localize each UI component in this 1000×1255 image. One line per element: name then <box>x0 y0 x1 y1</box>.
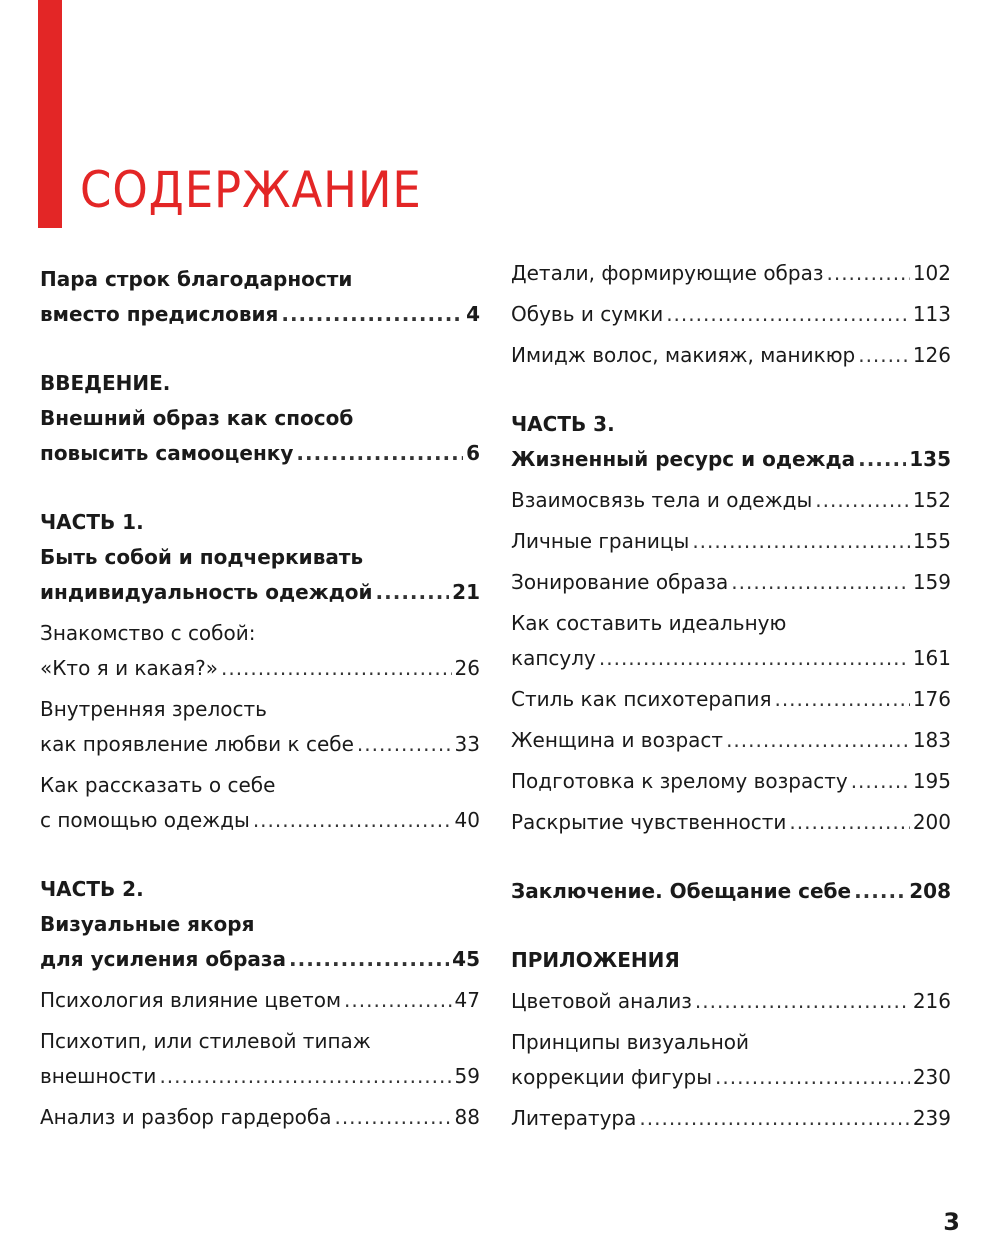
page-ref: 135 <box>909 447 951 471</box>
dot-leader <box>666 297 910 332</box>
toc-entry[interactable]: Анализ и разбор гардероба ..... 88 <box>40 1100 480 1135</box>
toc-entry-introduction[interactable]: ВВЕДЕНИЕ. Внешний образ как способ повысить самооценку ..... 6 <box>40 366 480 471</box>
section-heading: ПРИЛОЖЕНИЯ <box>511 948 680 972</box>
toc-entry-part-3[interactable]: ЧАСТЬ 3. Жизненный ресурс и одежда ..... 135 <box>511 407 951 477</box>
page-ref: 126 <box>912 343 951 367</box>
page-ref: 45 <box>452 947 480 971</box>
page-ref: 216 <box>912 989 951 1013</box>
page-ref: 47 <box>454 988 480 1012</box>
toc-entry[interactable]: Психотип, или стилевой типаж внешности ..... 59 <box>40 1024 480 1094</box>
toc-section-appendices <box>511 943 951 978</box>
page-ref: 208 <box>909 879 951 903</box>
page-ref: 26 <box>454 656 480 680</box>
dot-leader <box>774 682 909 717</box>
dot-leader <box>851 764 910 799</box>
dot-leader <box>726 723 910 758</box>
dot-leader <box>731 565 910 600</box>
dot-leader <box>296 436 463 471</box>
page-ref: 152 <box>912 488 951 512</box>
toc-entry[interactable]: Взаимосвязь тела и одежды ..... 152 <box>511 483 951 518</box>
toc-entry-part-2[interactable]: ЧАСТЬ 2. Визуальные якоря для усиления образа ..... 45 <box>40 872 480 977</box>
toc-entry[interactable]: Принципы визуальной коррекции фигуры ..... 230 <box>511 1025 951 1095</box>
section-heading: ЧАСТЬ 2. <box>40 877 144 901</box>
page-title: СОДЕРЖАНИЕ <box>80 161 422 219</box>
toc-entry[interactable]: Стиль как психотерапия ..... 176 <box>511 682 951 717</box>
dot-leader <box>826 256 909 291</box>
page-ref: 176 <box>912 687 951 711</box>
page-ref: 239 <box>912 1106 951 1130</box>
toc-entry[interactable]: Психология влияние цветом ..... 47 <box>40 983 480 1018</box>
page-ref: 4 <box>466 302 480 326</box>
toc-entry[interactable]: Цветовой анализ ..... 216 <box>511 984 951 1019</box>
toc-entry[interactable]: Знакомство с собой: «Кто я и какая?» ..... 26 <box>40 616 480 686</box>
page-number: 3 <box>943 1208 960 1236</box>
page-ref: 159 <box>912 570 951 594</box>
page-ref: 183 <box>912 728 951 752</box>
dot-leader <box>253 803 452 838</box>
page-ref: 230 <box>912 1065 951 1089</box>
dot-leader <box>357 727 452 762</box>
dot-leader <box>854 874 906 909</box>
toc-entry[interactable]: Зонирование образа ..... 159 <box>511 565 951 600</box>
page-ref: 40 <box>454 808 480 832</box>
toc-entry[interactable]: Женщина и возраст ..... 183 <box>511 723 951 758</box>
toc-entry[interactable]: Обувь и сумки ..... 113 <box>511 297 951 332</box>
section-heading: ЧАСТЬ 1. <box>40 510 144 534</box>
page-ref: 59 <box>454 1064 480 1088</box>
toc-entry[interactable]: Подготовка к зрелому возрасту ..... 195 <box>511 764 951 799</box>
page-ref: 195 <box>912 769 951 793</box>
toc-entry[interactable]: Как составить идеальную капсулу ..... 161 <box>511 606 951 676</box>
page-ref: 155 <box>912 529 951 553</box>
toc-entry[interactable]: Детали, формирующие образ ..... 102 <box>511 256 951 291</box>
toc-right-column <box>511 256 951 1142</box>
page-ref: 102 <box>912 261 951 285</box>
toc-entry-part-1[interactable]: ЧАСТЬ 1. Быть собой и подчеркивать индивидуальность одеждой ..... 21 <box>40 505 480 610</box>
page-ref: 21 <box>452 580 480 604</box>
section-heading: ВВЕДЕНИЕ. <box>40 371 171 395</box>
toc-entry[interactable]: Литература ..... 239 <box>511 1101 951 1136</box>
dot-leader <box>639 1101 909 1136</box>
toc-entry[interactable]: Личные границы ..... 155 <box>511 524 951 559</box>
page-ref: 113 <box>912 302 951 326</box>
page-ref: 161 <box>912 646 951 670</box>
section-heading: ЧАСТЬ 3. <box>511 412 615 436</box>
dot-leader <box>858 442 906 477</box>
page-ref: 33 <box>454 732 480 756</box>
dot-leader <box>221 651 452 686</box>
dot-leader <box>692 524 909 559</box>
dot-leader <box>789 805 909 840</box>
page-ref: 6 <box>466 441 480 465</box>
dot-leader <box>715 1060 910 1095</box>
toc-left-column <box>40 262 480 1141</box>
dot-leader <box>858 338 910 373</box>
dot-leader <box>815 483 910 518</box>
toc-entry[interactable]: Имидж волос, макияж, маникюр ..... 126 <box>511 338 951 373</box>
dot-leader <box>344 983 452 1018</box>
dot-leader <box>334 1100 451 1135</box>
toc-entry[interactable]: Раскрытие чувственности ..... 200 <box>511 805 951 840</box>
toc-entry-preface[interactable]: Пара строк благодарности вместо предисловия ..... 4 <box>40 262 480 332</box>
dot-leader <box>281 297 463 332</box>
dot-leader <box>695 984 910 1019</box>
page-ref: 200 <box>912 810 951 834</box>
dot-leader <box>159 1059 451 1094</box>
dot-leader <box>599 641 910 676</box>
toc-entry[interactable]: Внутренняя зрелость как проявление любви к себе ..... 33 <box>40 692 480 762</box>
dot-leader <box>376 575 450 610</box>
dot-leader <box>289 942 449 977</box>
red-accent-bar <box>38 0 62 228</box>
toc-entry-conclusion[interactable]: Заключение. Обещание себе ..... 208 <box>511 874 951 909</box>
page-ref: 88 <box>454 1105 480 1129</box>
toc-entry[interactable]: Как рассказать о себе с помощью одежды ..... 40 <box>40 768 480 838</box>
